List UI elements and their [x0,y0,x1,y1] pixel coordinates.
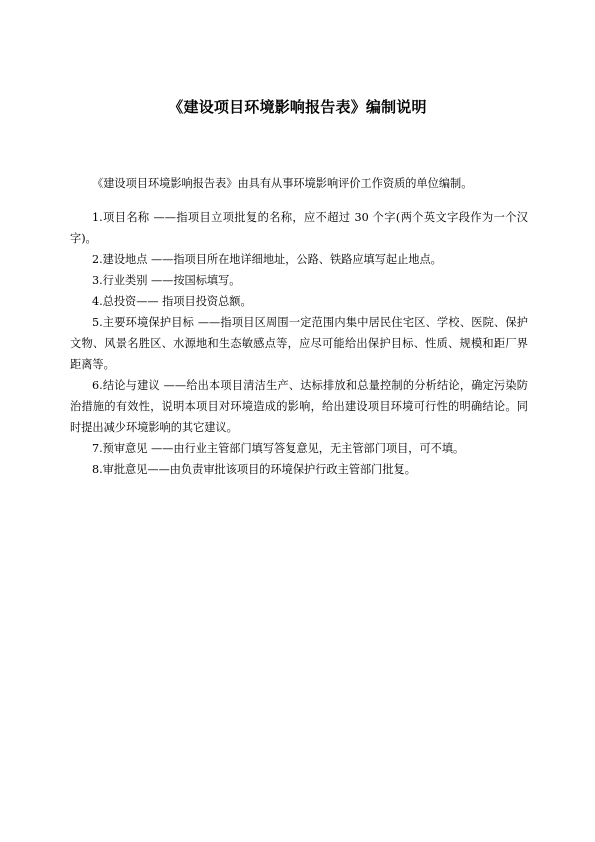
instruction-list [70,207,528,480]
intro-paragraph: 《建设项目环境影响报告表》由具有从事环境影响评价工作资质的单位编制。 [92,177,473,191]
instruction-item-conclusions: 6.结论与建议 ——给出本项目清洁生产、达标排放和总量控制的分析结论，确定污染防治措施的有效性，说明本项目对环境造成的影响，给出建设项目环境可行性的明确结论。同时提出减少环境影响的其它建议。 [70,379,528,434]
instruction-item-investment: 4.总投资—— 指项目投资总额。 [92,295,252,308]
document-title: 《建设项目环境影响报告表》编制说明 [168,98,427,116]
instruction-item-project-name: 1.项目名称 ——指项目立项批复的名称，应不超过 30 个字(两个英文字段作为一个汉字)。 [70,211,528,245]
instruction-item-protection-targets: 5.主要环境保护目标 ——指项目区周围一定范围内集中居民住宅区、学校、医院、保护文物、风景名胜区、水源地和生态敏感点等，应尽可能给出保护目标、性质、规模和距厂界距离等。 [70,316,528,371]
instruction-item-location: 2.建设地点 ——指项目所在地详细地址，公路、铁路应填写起止地点。 [92,253,442,266]
instruction-item-industry: 3.行业类别 ——按国标填写。 [92,274,241,287]
instruction-item-approval: 8.审批意见——由负责审批该项目的环境保护行政主管部门批复。 [92,463,416,476]
instruction-item-preliminary-review: 7.预审意见 ——由行业主管部门填写答复意见，无主管部门项目，可不填。 [92,442,465,455]
